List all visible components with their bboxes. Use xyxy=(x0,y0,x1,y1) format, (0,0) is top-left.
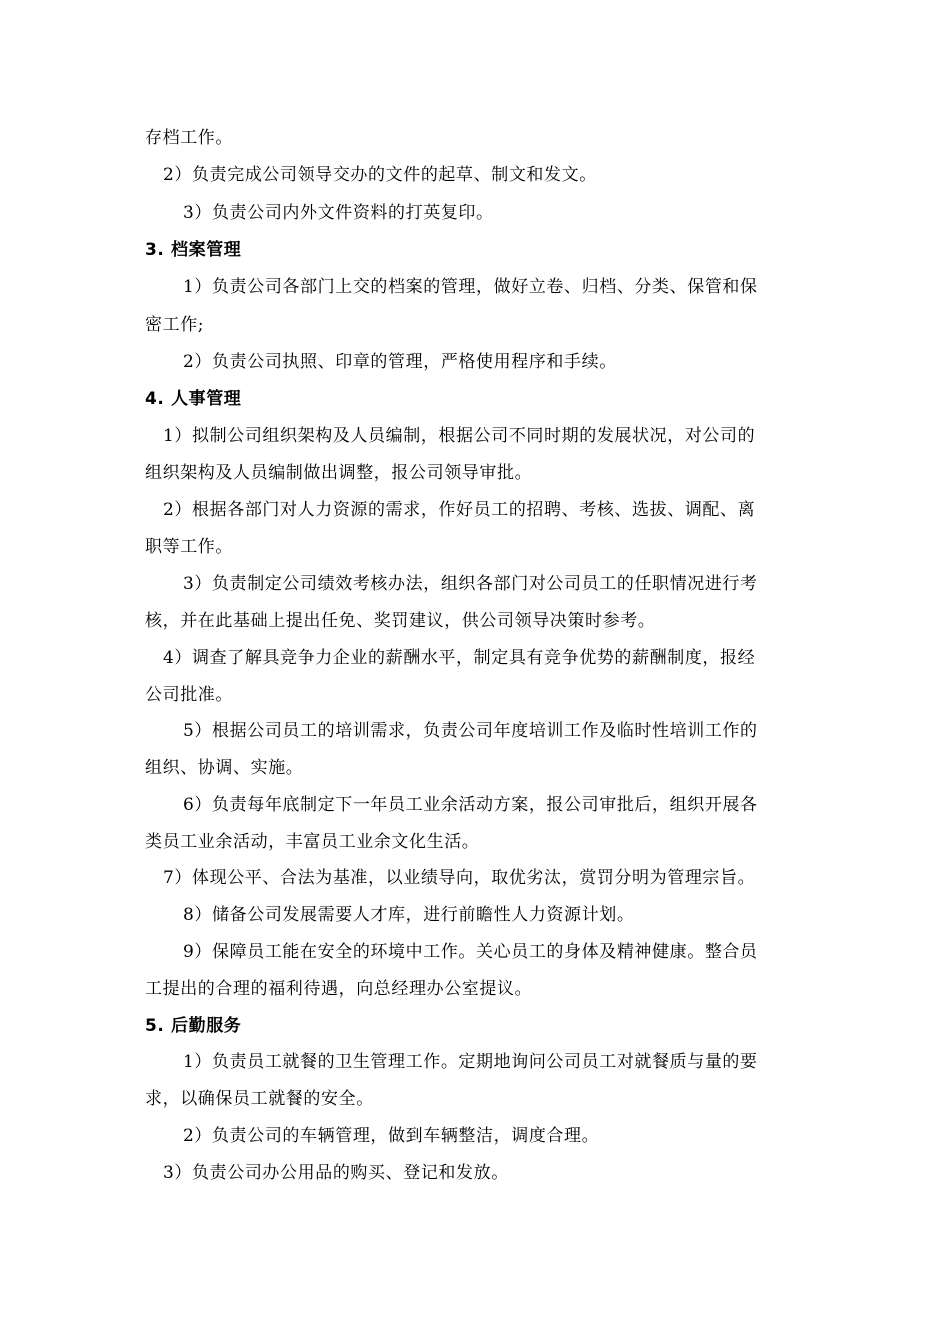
text-line: 1）拟制公司组织架构及人员编制，根据公司不同时期的发展状况，对公司的 xyxy=(163,426,756,446)
text-line: 7）体现公平、合法为基准，以业绩导向，取优劣汰，赏罚分明为管理宗旨。 xyxy=(163,868,756,888)
text-line: 5）根据公司员工的培训需求，负责公司年度培训工作及临时性培训工作的 xyxy=(183,721,758,741)
text-line: 4）调查了解具竞争力企业的薪酬水平，制定具有竞争优势的薪酬制度，报经 xyxy=(163,648,756,668)
text-line: 核，并在此基础上提出任免、奖罚建议，供公司领导决策时参考。 xyxy=(145,611,656,631)
text-line: 组织架构及人员编制做出调整，报公司领导审批。 xyxy=(145,463,533,483)
text-line: 职等工作。 xyxy=(145,537,233,557)
text-line: 6）负责每年底制定下一年员工业余活动方案，报公司审批后，组织开展各 xyxy=(183,795,758,815)
text-line: 类员工业余活动，丰富员工业余文化生活。 xyxy=(145,832,480,852)
text-line: 3）负责制定公司绩效考核办法，组织各部门对公司员工的任职情况进行考 xyxy=(183,574,758,594)
text-line: 2）负责公司执照、印章的管理，严格使用程序和手续。 xyxy=(183,352,617,372)
text-line: 8）储备公司发展需要人才库，进行前瞻性人力资源计划。 xyxy=(183,905,635,925)
section-heading: 5. 后勤服务 xyxy=(145,1016,242,1036)
text-line: 3）负责公司办公用品的购买、登记和发放。 xyxy=(163,1163,509,1183)
text-line: 组织、协调、实施。 xyxy=(145,758,304,778)
section-heading: 4. 人事管理 xyxy=(145,389,242,409)
text-line: 密工作; xyxy=(145,315,205,335)
text-line: 存档工作。 xyxy=(145,128,233,148)
text-line: 2）负责公司的车辆管理，做到车辆整洁，调度合理。 xyxy=(183,1126,600,1146)
text-line: 2）负责完成公司领导交办的文件的起草、制文和发文。 xyxy=(163,165,597,185)
section-heading: 3. 档案管理 xyxy=(145,240,242,260)
text-line: 9）保障员工能在安全的环境中工作。关心员工的身体及精神健康。整合员 xyxy=(183,942,758,962)
text-line: 3）负责公司内外文件资料的打英复印。 xyxy=(183,203,494,223)
text-line: 公司批准。 xyxy=(145,685,233,705)
text-line: 工提出的合理的福利待遇，向总经理办公室提议。 xyxy=(145,979,533,999)
text-line: 1）负责员工就餐的卫生管理工作。定期地询问公司员工对就餐质与量的要 xyxy=(183,1052,758,1072)
text-line: 2）根据各部门对人力资源的需求，作好员工的招聘、考核、选拔、调配、离 xyxy=(163,500,756,520)
text-line: 1）负责公司各部门上交的档案的管理，做好立卷、归档、分类、保管和保 xyxy=(183,277,758,297)
text-line: 求，以确保员工就餐的安全。 xyxy=(145,1089,374,1109)
